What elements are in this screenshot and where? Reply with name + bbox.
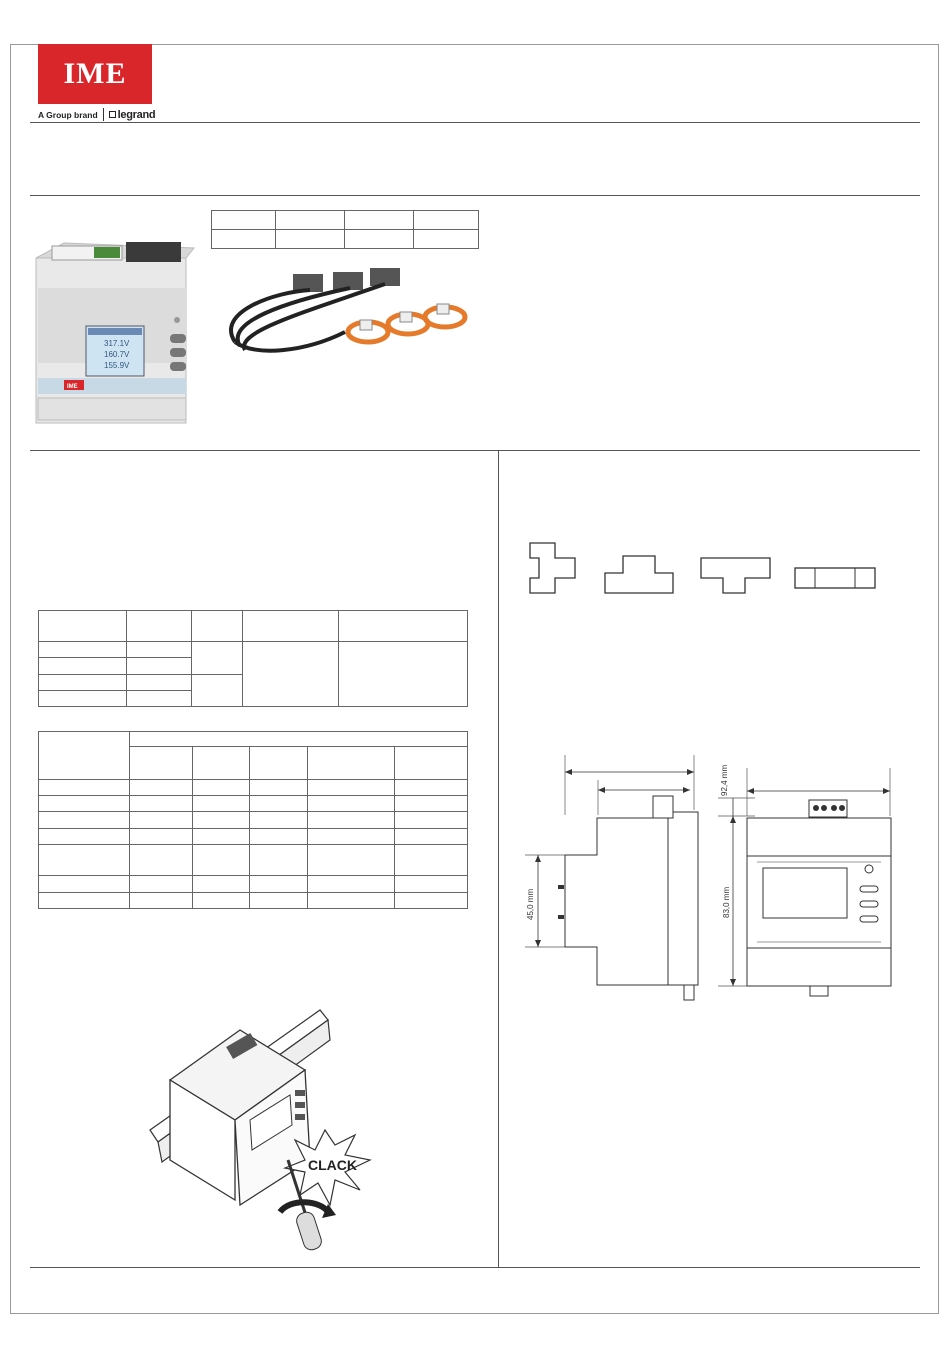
tagline-separator (103, 108, 104, 121)
rogowski-coil-icon (215, 262, 475, 362)
dim-side-height: 45,0 mm (526, 888, 535, 920)
mounting-shapes (525, 540, 885, 600)
front-view-drawing (715, 758, 900, 1003)
group-brand-text: A Group brand (38, 109, 98, 120)
legrand-logo (109, 109, 156, 121)
energy-meter-image (34, 238, 199, 428)
brand-tagline (38, 108, 155, 121)
column-divider (498, 450, 499, 1267)
display-line-1: 317.1V (104, 339, 130, 348)
header-rule (30, 122, 920, 123)
title-rule (30, 195, 920, 196)
meter-brand-label: IME (67, 384, 78, 390)
display-line-2: 160.7V (104, 350, 130, 359)
spec-table-2 (38, 731, 468, 909)
footer-rule (30, 1267, 920, 1268)
clack-text: CLACK (308, 1157, 357, 1173)
ime-logo: IME (38, 44, 152, 104)
display-line-3: 155.9V (104, 361, 130, 370)
product-code-table (211, 210, 479, 249)
side-view-drawing (520, 750, 705, 1005)
din-rail-install-illustration (140, 1000, 390, 1255)
legrand-text: legrand (117, 108, 156, 121)
product-rule (30, 450, 920, 451)
dim-front-top: 92,4 mm (720, 764, 729, 796)
dim-front-height: 83,0 mm (722, 886, 731, 918)
legrand-square-icon (109, 111, 116, 118)
spec-table-1 (38, 610, 468, 707)
